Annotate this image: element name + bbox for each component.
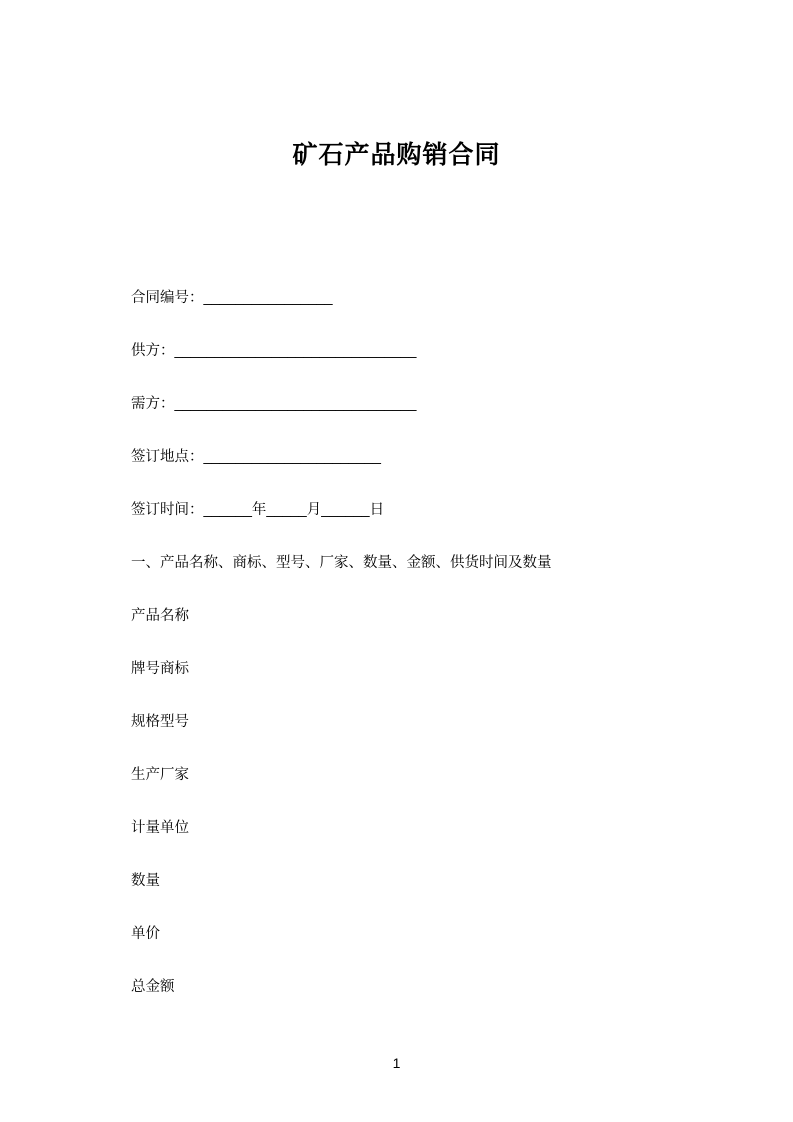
list-item-total-amount: 总金额	[131, 979, 175, 995]
field-supplier: 供方：______________________________	[131, 343, 417, 359]
page-title: 矿石产品购销合同	[292, 141, 501, 169]
field-buyer: 需方：______________________________	[131, 396, 417, 412]
list-item-quantity: 数量	[131, 873, 160, 889]
document-body	[131, 288, 671, 998]
field-contract-number: 合同编号：________________	[131, 290, 333, 306]
list-item-unit-of-measure: 计量单位	[131, 820, 189, 836]
page-number: 1	[392, 1055, 401, 1071]
list-item-product-name: 产品名称	[131, 608, 189, 624]
section-heading-1: 一、产品名称、商标、型号、厂家、数量、金额、供货时间及数量	[131, 555, 552, 571]
list-item-unit-price: 单价	[131, 926, 160, 942]
field-signing-place: 签订地点：______________________	[131, 449, 381, 465]
field-signing-date: 签订时间：______年_____月______日	[131, 502, 385, 518]
list-item-manufacturer: 生产厂家	[131, 767, 189, 783]
list-item-specification-model: 规格型号	[131, 714, 189, 730]
list-item-brand-trademark: 牌号商标	[131, 661, 189, 677]
